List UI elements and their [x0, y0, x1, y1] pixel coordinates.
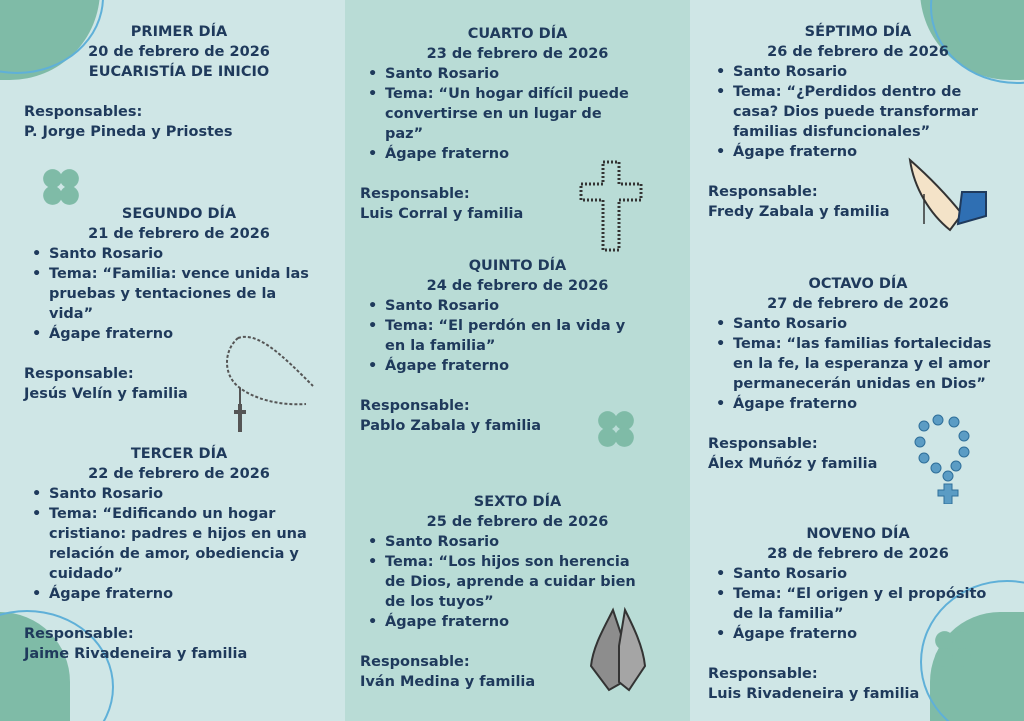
day-date: 28 de febrero de 2026: [767, 546, 949, 562]
bead-rosary-icon: [914, 414, 974, 504]
day-title: SEXTO DÍA: [473, 494, 562, 510]
responsible-name: P. Jorge Pineda y Priostes: [24, 124, 233, 140]
panel-column-2: [345, 0, 690, 721]
responsible-name: Jaime Rivadeneira y familia: [24, 646, 248, 662]
activity-item: • Santo Rosario: [360, 64, 635, 84]
responsible-label: Responsable:: [708, 184, 818, 200]
activity-item: • Ágape fraterno: [360, 144, 635, 164]
day-date: 21 de febrero de 2026: [88, 226, 270, 242]
activity-item: • Tema: “Familia: vence unida las pruebas y tentaciones de la vida”: [24, 264, 314, 324]
responsible-label: Responsables:: [24, 104, 143, 120]
activity-item: • Santo Rosario: [360, 532, 650, 552]
responsible-label: Responsable:: [24, 366, 134, 382]
activity-item: • Santo Rosario: [24, 484, 314, 504]
responsible-label: Responsable:: [360, 186, 470, 202]
activity-item: • Santo Rosario: [708, 62, 998, 82]
responsible-name: Jesús Velín y familia: [24, 386, 188, 402]
responsible-label: Responsable:: [708, 666, 818, 682]
activity-item: • Ágape fraterno: [708, 394, 1003, 414]
rosary-bracelet-icon: [218, 326, 318, 438]
activity-item: • Tema: “El perdón en la vida y en la familia”: [360, 316, 650, 356]
responsible-label: Responsable:: [360, 654, 470, 670]
day-title: PRIMER DÍA: [130, 24, 228, 40]
activity-item: • Santo Rosario: [708, 314, 1003, 334]
activity-item: • Tema: “las familias fortalecidas en la fe, la esperanza y el amor permanecerán unidas en Dios”: [708, 334, 1003, 394]
responsible-label: Responsable:: [24, 626, 134, 642]
activity-item: • Santo Rosario: [24, 244, 314, 264]
activity-item: • Santo Rosario: [708, 564, 998, 584]
day-date: 25 de febrero de 2026: [426, 514, 609, 530]
activity-item: • Tema: “El origen y el propósito de la familia”: [708, 584, 998, 624]
responsible-name: Iván Medina y familia: [360, 674, 536, 690]
day-date: 24 de febrero de 2026: [426, 278, 609, 294]
day-date: 23 de febrero de 2026: [426, 46, 609, 62]
activity-item: • Tema: “¿Perdidos dentro de casa? Dios puede transformar familias disfuncionales”: [708, 82, 998, 142]
day-title: QUINTO DÍA: [468, 258, 567, 274]
rosary-cross-icon: [575, 156, 647, 256]
praying-hands-icon: [585, 606, 651, 692]
clover-icon: [932, 628, 974, 670]
activity-list: [360, 296, 650, 376]
activity-item: • Ágape fraterno: [360, 356, 650, 376]
activity-item: • Ágape fraterno: [24, 324, 314, 344]
activity-list: [708, 62, 998, 162]
day-3-section: [24, 444, 334, 664]
activity-list: [24, 484, 314, 604]
clover-icon: [595, 408, 637, 450]
day-subtitle: EUCARISTÍA DE INICIO: [88, 64, 270, 80]
activity-item: • Ágape fraterno: [708, 624, 998, 644]
activity-item: • Tema: “Edificando un hogar cristiano: padres e hijos en una relación de amor, obediencia y cuidado”: [24, 504, 314, 584]
day-title: SÉPTIMO DÍA: [804, 24, 912, 40]
day-1-section: [24, 22, 334, 142]
day-date: 22 de febrero de 2026: [88, 466, 270, 482]
praying-hands-icon: [906, 154, 990, 236]
day-title: CUARTO DÍA: [467, 26, 568, 42]
responsible-name: Álex Muñóz y familia: [708, 456, 878, 472]
responsible-label: Responsable:: [360, 398, 470, 414]
activity-item: • Ágape fraterno: [708, 142, 998, 162]
panel-column-1: [0, 0, 345, 721]
clover-icon: [40, 166, 82, 208]
activity-item: • Tema: “Un hogar difícil puede convertirse en un lugar de paz”: [360, 84, 635, 144]
day-9-section: [708, 524, 1008, 704]
activity-item: • Ágape fraterno: [24, 584, 314, 604]
activity-item: • Santo Rosario: [360, 296, 650, 316]
responsible-name: Fredy Zabala y familia: [708, 204, 890, 220]
day-date: 20 de febrero de 2026: [88, 44, 270, 60]
day-title: OCTAVO DÍA: [808, 276, 908, 292]
activity-item: • Ágape fraterno: [360, 612, 650, 632]
day-date: 26 de febrero de 2026: [767, 44, 949, 60]
day-date: 27 de febrero de 2026: [767, 296, 949, 312]
day-title: SEGUNDO DÍA: [121, 206, 237, 222]
activity-item: • Tema: “Los hijos son herencia de Dios, aprende a cuidar bien de los tuyos”: [360, 552, 650, 612]
day-title: NOVENO DÍA: [806, 526, 910, 542]
responsible-name: Luis Corral y familia: [360, 206, 524, 222]
responsible-label: Responsable:: [708, 436, 818, 452]
day-title: TERCER DÍA: [130, 446, 228, 462]
activity-list: [708, 314, 1003, 414]
responsible-name: Pablo Zabala y familia: [360, 418, 542, 434]
responsible-name: Luis Rivadeneira y familia: [708, 686, 920, 702]
panel-column-3: [690, 0, 1024, 721]
activity-list: [360, 64, 635, 164]
